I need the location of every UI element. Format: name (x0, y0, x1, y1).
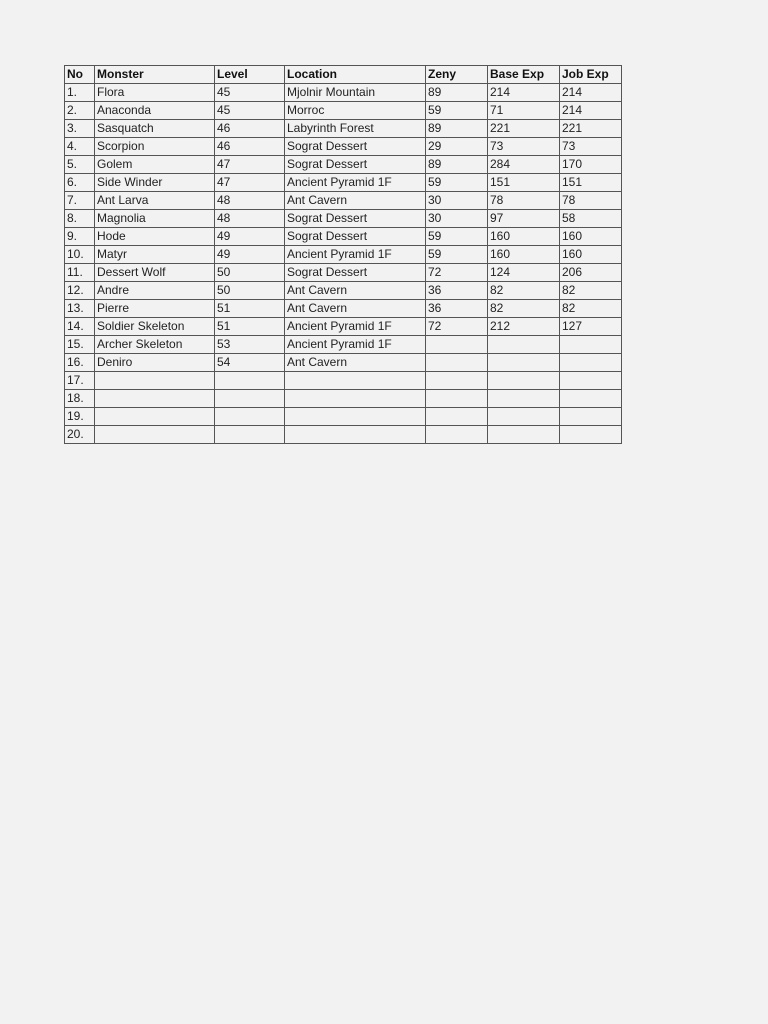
cell-zeny[interactable]: 59 (426, 102, 488, 120)
cell-zeny[interactable]: 89 (426, 84, 488, 102)
cell-no[interactable]: 1. (65, 84, 95, 102)
cell-zeny[interactable]: 36 (426, 282, 488, 300)
cell-monster[interactable]: Anaconda (95, 102, 215, 120)
cell-base-exp[interactable]: 82 (488, 282, 560, 300)
table-row (65, 390, 622, 408)
cell-job-exp[interactable]: 160 (560, 246, 622, 264)
cell-level[interactable]: 45 (215, 102, 285, 120)
cell-monster[interactable]: Deniro (95, 354, 215, 372)
cell-monster[interactable]: Hode (95, 228, 215, 246)
cell-no[interactable]: 16. (65, 354, 95, 372)
cell-level[interactable] (215, 390, 285, 408)
cell-zeny[interactable] (426, 408, 488, 426)
cell-level[interactable]: 51 (215, 318, 285, 336)
header-level[interactable]: Level (215, 66, 285, 84)
cell-level[interactable]: 47 (215, 156, 285, 174)
cell-job-exp[interactable]: 78 (560, 192, 622, 210)
cell-level[interactable]: 50 (215, 264, 285, 282)
cell-no[interactable]: 3. (65, 120, 95, 138)
cell-level[interactable] (215, 408, 285, 426)
cell-no[interactable]: 4. (65, 138, 95, 156)
cell-zeny[interactable]: 59 (426, 246, 488, 264)
cell-monster[interactable] (95, 408, 215, 426)
table-row (65, 210, 622, 228)
table-row (65, 372, 622, 390)
cell-job-exp[interactable]: 214 (560, 102, 622, 120)
cell-location[interactable] (285, 390, 426, 408)
cell-zeny[interactable]: 89 (426, 156, 488, 174)
table-row (65, 156, 622, 174)
cell-base-exp[interactable]: 78 (488, 192, 560, 210)
cell-location[interactable]: Sograt Dessert (285, 210, 426, 228)
cell-base-exp[interactable]: 97 (488, 210, 560, 228)
cell-monster[interactable] (95, 390, 215, 408)
cell-location[interactable]: Ant Cavern (285, 282, 426, 300)
cell-level[interactable]: 51 (215, 300, 285, 318)
cell-job-exp[interactable]: 82 (560, 300, 622, 318)
table-row (65, 120, 622, 138)
header-no[interactable]: No (65, 66, 95, 84)
cell-zeny[interactable] (426, 336, 488, 354)
cell-no[interactable]: 8. (65, 210, 95, 228)
spreadsheet (64, 65, 622, 444)
table-row (65, 138, 622, 156)
cell-zeny[interactable]: 59 (426, 228, 488, 246)
cell-monster[interactable]: Magnolia (95, 210, 215, 228)
table-row (65, 336, 622, 354)
table-row (65, 426, 622, 444)
cell-zeny[interactable] (426, 372, 488, 390)
cell-job-exp[interactable]: 214 (560, 84, 622, 102)
cell-job-exp[interactable] (560, 426, 622, 444)
cell-zeny[interactable]: 30 (426, 210, 488, 228)
table-row (65, 84, 622, 102)
header-monster[interactable]: Monster (95, 66, 215, 84)
cell-level[interactable]: 48 (215, 192, 285, 210)
cell-job-exp[interactable]: 206 (560, 264, 622, 282)
table-row (65, 102, 622, 120)
cell-zeny[interactable]: 89 (426, 120, 488, 138)
cell-location[interactable] (285, 408, 426, 426)
cell-zeny[interactable] (426, 390, 488, 408)
cell-no[interactable]: 18. (65, 390, 95, 408)
cell-base-exp[interactable] (488, 390, 560, 408)
cell-job-exp[interactable]: 127 (560, 318, 622, 336)
cell-monster[interactable]: Dessert Wolf (95, 264, 215, 282)
cell-job-exp[interactable] (560, 408, 622, 426)
cell-monster[interactable] (95, 372, 215, 390)
cell-base-exp[interactable]: 212 (488, 318, 560, 336)
cell-monster[interactable]: Archer Skeleton (95, 336, 215, 354)
cell-monster[interactable]: Sasquatch (95, 120, 215, 138)
cell-zeny[interactable]: 36 (426, 300, 488, 318)
table-row (65, 300, 622, 318)
cell-base-exp[interactable]: 71 (488, 102, 560, 120)
cell-job-exp[interactable] (560, 390, 622, 408)
cell-level[interactable]: 49 (215, 246, 285, 264)
cell-level[interactable]: 49 (215, 228, 285, 246)
cell-base-exp[interactable] (488, 336, 560, 354)
header-location[interactable]: Location (285, 66, 426, 84)
cell-location[interactable]: Morroc (285, 102, 426, 120)
cell-job-exp[interactable]: 58 (560, 210, 622, 228)
cell-zeny[interactable]: 72 (426, 264, 488, 282)
table-row (65, 282, 622, 300)
cell-zeny[interactable]: 72 (426, 318, 488, 336)
cell-monster[interactable] (95, 426, 215, 444)
cell-job-exp[interactable] (560, 354, 622, 372)
cell-zeny[interactable] (426, 354, 488, 372)
cell-no[interactable]: 6. (65, 174, 95, 192)
cell-no[interactable]: 17. (65, 372, 95, 390)
cell-monster[interactable]: Pierre (95, 300, 215, 318)
cell-no[interactable]: 7. (65, 192, 95, 210)
cell-level[interactable] (215, 426, 285, 444)
table-row (65, 408, 622, 426)
cell-location[interactable]: Ancient Pyramid 1F (285, 174, 426, 192)
cell-no[interactable]: 20. (65, 426, 95, 444)
cell-job-exp[interactable]: 151 (560, 174, 622, 192)
cell-location[interactable]: Labyrinth Forest (285, 120, 426, 138)
header-row (65, 66, 622, 84)
cell-base-exp[interactable] (488, 426, 560, 444)
cell-base-exp[interactable] (488, 354, 560, 372)
monster-table (64, 65, 622, 444)
cell-base-exp[interactable]: 221 (488, 120, 560, 138)
cell-level[interactable]: 46 (215, 120, 285, 138)
cell-level[interactable] (215, 372, 285, 390)
table-body (65, 66, 622, 444)
table-row (65, 246, 622, 264)
cell-job-exp[interactable]: 73 (560, 138, 622, 156)
cell-monster[interactable]: Ant Larva (95, 192, 215, 210)
cell-base-exp[interactable]: 151 (488, 174, 560, 192)
cell-location[interactable]: Ancient Pyramid 1F (285, 318, 426, 336)
cell-location[interactable]: Sograt Dessert (285, 264, 426, 282)
cell-no[interactable]: 12. (65, 282, 95, 300)
cell-no[interactable]: 10. (65, 246, 95, 264)
table-row (65, 264, 622, 282)
cell-location[interactable]: Ancient Pyramid 1F (285, 246, 426, 264)
cell-base-exp[interactable] (488, 408, 560, 426)
cell-level[interactable]: 46 (215, 138, 285, 156)
cell-no[interactable]: 2. (65, 102, 95, 120)
cell-location[interactable]: Ancient Pyramid 1F (285, 336, 426, 354)
cell-location[interactable]: Ant Cavern (285, 300, 426, 318)
cell-base-exp[interactable] (488, 372, 560, 390)
cell-base-exp[interactable]: 82 (488, 300, 560, 318)
cell-level[interactable]: 48 (215, 210, 285, 228)
cell-level[interactable]: 50 (215, 282, 285, 300)
cell-zeny[interactable]: 29 (426, 138, 488, 156)
cell-monster[interactable]: Soldier Skeleton (95, 318, 215, 336)
cell-level[interactable]: 45 (215, 84, 285, 102)
cell-location[interactable]: Sograt Dessert (285, 156, 426, 174)
cell-zeny[interactable]: 30 (426, 192, 488, 210)
cell-monster[interactable]: Golem (95, 156, 215, 174)
header-job-exp[interactable]: Job Exp (560, 66, 622, 84)
cell-location[interactable]: Sograt Dessert (285, 138, 426, 156)
cell-base-exp[interactable]: 284 (488, 156, 560, 174)
cell-job-exp[interactable]: 82 (560, 282, 622, 300)
cell-location[interactable] (285, 372, 426, 390)
cell-no[interactable]: 5. (65, 156, 95, 174)
cell-job-exp[interactable] (560, 336, 622, 354)
cell-zeny[interactable]: 59 (426, 174, 488, 192)
header-zeny[interactable]: Zeny (426, 66, 488, 84)
table-row (65, 318, 622, 336)
table-row (65, 354, 622, 372)
cell-location[interactable] (285, 426, 426, 444)
cell-monster[interactable]: Side Winder (95, 174, 215, 192)
cell-no[interactable]: 13. (65, 300, 95, 318)
cell-job-exp[interactable] (560, 372, 622, 390)
cell-job-exp[interactable]: 170 (560, 156, 622, 174)
cell-job-exp[interactable]: 221 (560, 120, 622, 138)
cell-base-exp[interactable]: 73 (488, 138, 560, 156)
cell-monster[interactable]: Flora (95, 84, 215, 102)
cell-location[interactable]: Mjolnir Mountain (285, 84, 426, 102)
cell-location[interactable]: Sograt Dessert (285, 228, 426, 246)
cell-no[interactable]: 19. (65, 408, 95, 426)
cell-level[interactable]: 53 (215, 336, 285, 354)
cell-level[interactable]: 47 (215, 174, 285, 192)
table-row (65, 174, 622, 192)
cell-no[interactable]: 9. (65, 228, 95, 246)
cell-monster[interactable]: Scorpion (95, 138, 215, 156)
cell-base-exp[interactable]: 124 (488, 264, 560, 282)
cell-location[interactable]: Ant Cavern (285, 354, 426, 372)
cell-no[interactable]: 11. (65, 264, 95, 282)
header-base-exp[interactable]: Base Exp (488, 66, 560, 84)
cell-no[interactable]: 14. (65, 318, 95, 336)
table-row (65, 192, 622, 210)
table-row (65, 228, 622, 246)
cell-monster[interactable]: Andre (95, 282, 215, 300)
cell-job-exp[interactable]: 160 (560, 228, 622, 246)
cell-base-exp[interactable]: 214 (488, 84, 560, 102)
cell-base-exp[interactable]: 160 (488, 228, 560, 246)
cell-no[interactable]: 15. (65, 336, 95, 354)
cell-base-exp[interactable]: 160 (488, 246, 560, 264)
cell-location[interactable]: Ant Cavern (285, 192, 426, 210)
cell-level[interactable]: 54 (215, 354, 285, 372)
cell-monster[interactable]: Matyr (95, 246, 215, 264)
cell-zeny[interactable] (426, 426, 488, 444)
